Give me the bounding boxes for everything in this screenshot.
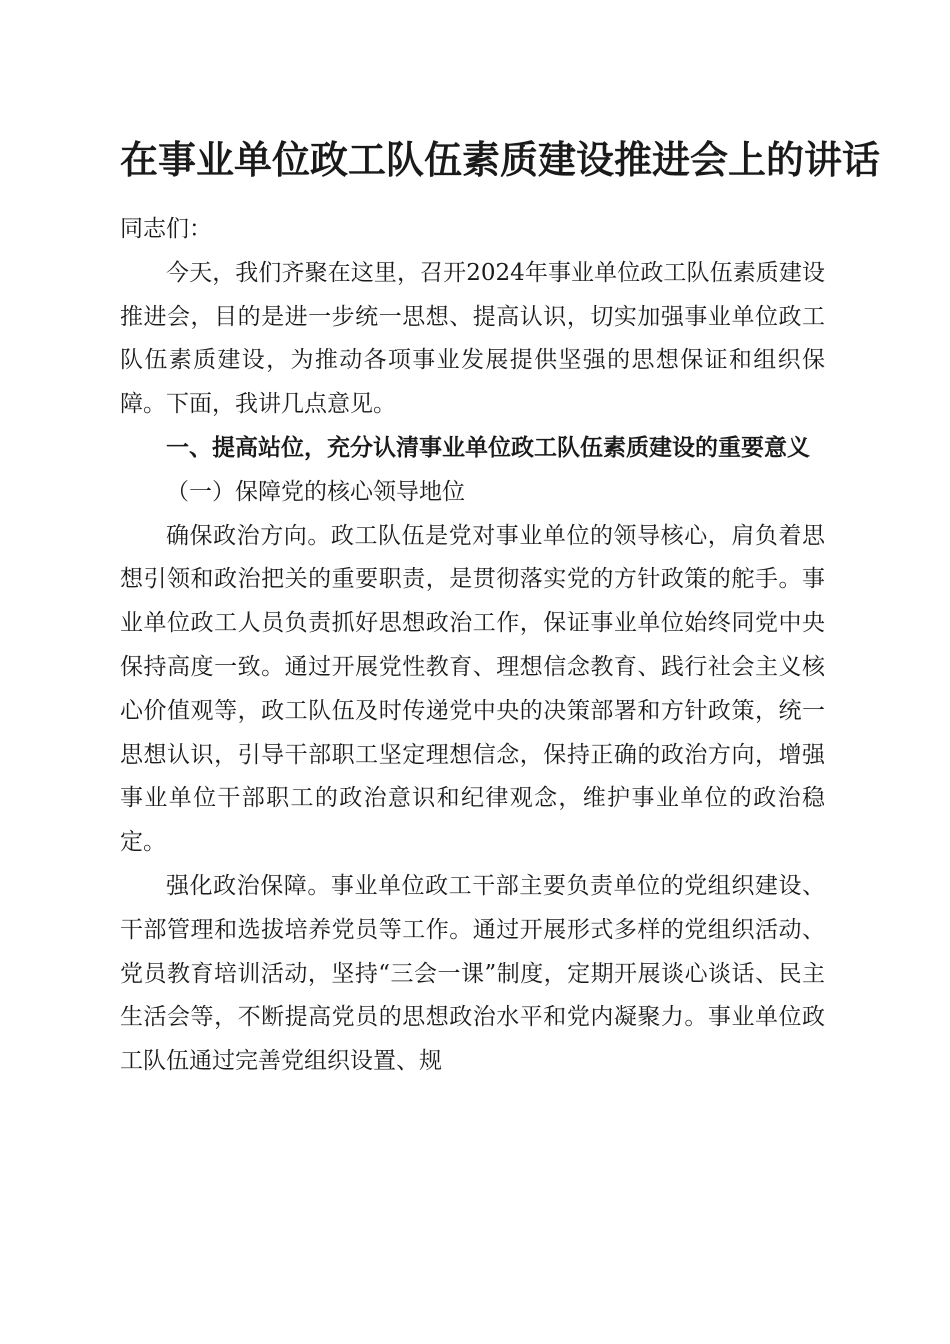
section-heading: 一、提高站位，充分认清事业单位政工队伍素质建设的重要意义: [166, 434, 810, 461]
intro-paragraph: 今天，我们齐聚在这里，召开2024年事业单位政工队伍素质建设推进会，目的是进一步统一思想、提高认识，切实加强事业单位政工队伍素质建设，为推动各项事业发展提供坚强的思想保证和组织保障。下面，我讲几点意见。: [120, 259, 825, 418]
salutation: 同志们：: [120, 216, 212, 242]
document-title: 在事业单位政工队伍素质建设推进会上的讲话: [120, 137, 881, 182]
body-paragraph: 强化政治保障。事业单位政工干部主要负责单位的党组织建设、干部管理和选拔培养党员等工作。通过开展形式多样的党组织活动、党员教育培训活动，坚持“三会一课”制度，定期开展谈心谈话、民主生活会等，不断提高党员的思想政治水平和党内凝聚力。事业单位政工队伍通过完善党组织设置、规: [120, 872, 825, 1075]
body-paragraph: 确保政治方向。政工队伍是党对事业单位的领导核心，肩负着思想引领和政治把关的重要职责，是贯彻落实党的方针政策的舵手。事业单位政工人员负责抓好思想政治工作，保证事业单位始终同党中央保持高度一致。通过开展党性教育、理想信念教育、践行社会主义核心价值观等，政工队伍及时传递党中央的决策部署和方针政策，统一思想认识，引导干部职工坚定理想信念，保持正确的政治方向，增强事业单位干部职工的政治意识和纪律观念，维护事业单位的政治稳定。: [120, 522, 825, 856]
document-page: [120, 0, 881, 1344]
subsection-heading: （一）保障党的核心领导地位: [166, 478, 465, 505]
document-body: [120, 208, 825, 1084]
